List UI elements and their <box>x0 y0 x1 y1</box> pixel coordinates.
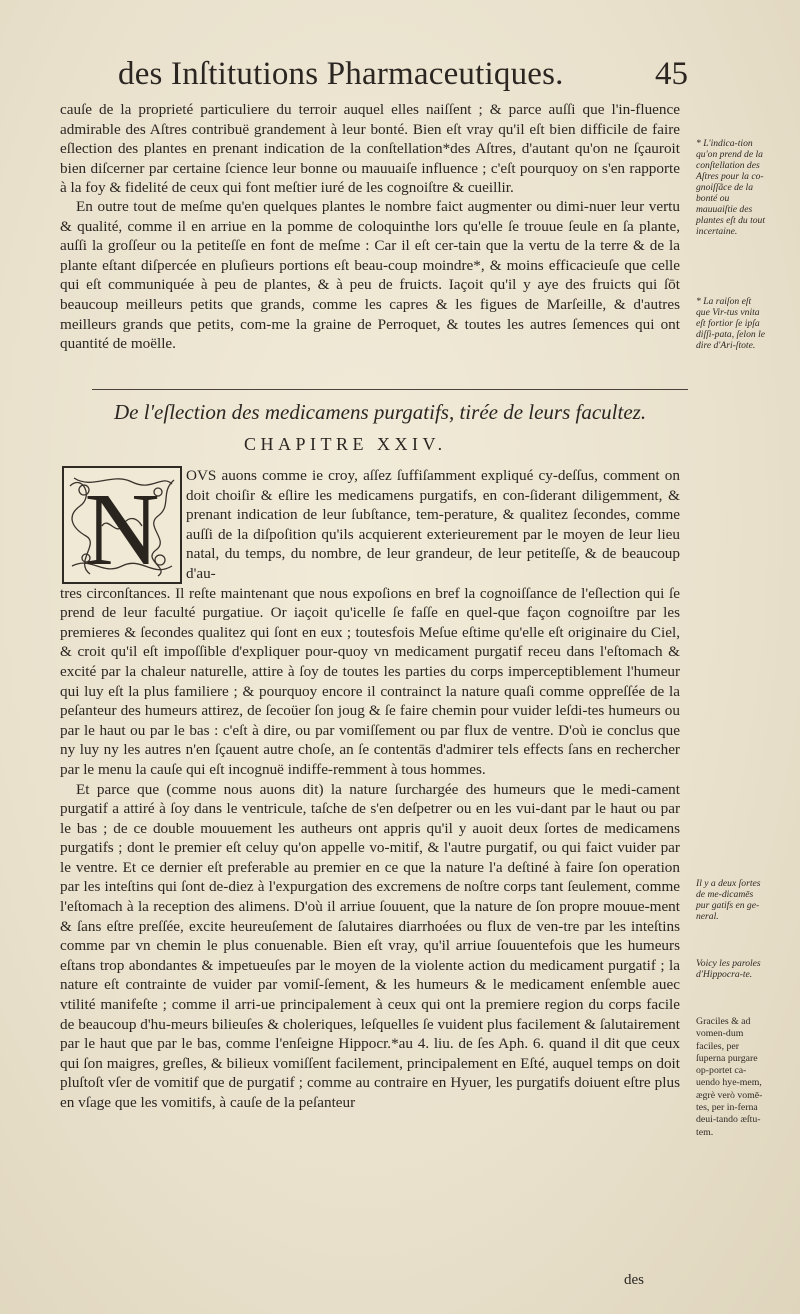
paragraph-3-lead: OVS auons comme ie croy, aſſez ſuffiſamment expliqué cy-deſſus, comment on doit choiſir & eſlire les medicamens purgatifs, en con-ſiderant diligemment, & prenant indication de leur ſubſtance, tem-perature, & qualitez ſecondes, comme auſſi de la diſpoſition qu'ils acquierent exterieurement par le moyen de leur lieu natal, du temps, du nombre, de leur grandeur, de leur petiteſſe, & de beaucoup d'au- <box>186 467 680 582</box>
paragraph-4-text: Et parce que (comme nous auons dit) la nature ſurchargée des humeurs que le medi-cament purgatif a attiré à ſoy dans le ventricule, taſche de s'en deſpetrer ou en les vui-dant par le haut ou par le bas ; de ce double mouuement les autheurs ont appris qu'il y auoit deux ſortes de medicamens purgatifs ; dont le premier eſt celuy qu'on appelle vo-mitif, & l'autre purgatif, ou qui faict vuider par le ventre. Et ce dernier eſt preferable au premier en ce que la nature l'a deſtiné à faire ſon operation par les inteſtins qui ſont de-diez à l'expurgation des excremens de noſtre corps tant ſeulement, comme l'eſtomach à la reception des alimens. D'où il arriue ſouuent, que la nature de ſon propre mouue-ment & ſans eſtre preſſée, excite heureuſement de ſalutaires diarrhoées ou flux de ven-tre par les inteſtins comme par vn chemin le plus conuenable. Bien eſt vray, qu'il arriue ſouuentefois que les humeurs eſtans trop abondantes & impetueuſes par le moyen de la violente action du medicament purgatif ; la nature eſt contrainte de vuider par vomiſ-ſement, & les humeurs & le medicament enſemble auec vtilité manifeſte ; comme il arri-ue principalement à ceux qui ont la premiere region du corps facile de beaucoup d'hu-meurs bilieuſes & choleriques, leſquelles ſe vuident plus facilement & ſalutairement par le haut que par le bas, comme l'enſeigne Hippocr.*au 4. liu. de ſes Aph. 6. quand il dit que ceux qui ſon maigres, greſles, & bilieux vomiſſent facilement, principalement en Eſté, auquel temps on doit pluſtoſt vſer de vomitif que de purgatif ; comme au contraire en Hyuer, les purgatifs doiuent eſtre plus en vſage que les vomitifs, à cauſe de la peſanteur <box>60 780 680 1111</box>
section-title: De l'eſlection des medicamens purgatifs, tirée de leurs facultez. <box>114 400 647 424</box>
margin-note-aristotle: * La raiſon eſt que Vir-tus vnita eſt fortior ſe ipſa diſſi-pata, ſelon le dire d'Ari-ſtote. <box>696 296 766 351</box>
paragraph-1-text: cauſe de la proprieté particuliere du terroir auquel elles naiſſent ; & parce auſſi que l'in-fluence admirable des Aſtres contribuë grandement à leur bonté. Bien eſt vray qu'il eſt bien difficile de faire eſlection des plantes en prenant indication de la conſtellation*des Aſtres, d'autant qu'on ne ſçauroit bien diſcerner par certaine ſcience leur bonne ou mauuaiſe influence ; c'eſt pourquoy on s'en rapporte à la foy & fidelité de ceux qui font meſtier iuré de les cognoiſtre & cueillir. <box>60 101 680 197</box>
margin-note-constellation: * L'indica-tion qu'on prend de la conſtellation des Aſtres pour la co-gnoiſſãce de la bonté ou mauuaiſtie des plantes eſt du tout incertaine. <box>696 138 766 237</box>
margin-note-latin-quote: Graciles & ad vomen-dum faciles, per ſuperna purgare op-portet ca-uendo hye-mem, ægrè verò vomē-tes, per in-ferna deui-tando æſtu-tem. <box>696 1016 763 1138</box>
margin-note-two-sorts: Il y a deux ſortes de me-dicamēs pur gatifs en ge-neral. <box>696 878 761 922</box>
margin-note-hippocrates: Voicy les paroles d'Hippocra-te. <box>696 958 761 980</box>
running-title: des Inſtitutions Pharmaceutiques. <box>118 56 564 92</box>
running-header <box>118 56 688 100</box>
section-divider <box>92 389 688 390</box>
chapter-heading: CHAPITRE XXIV. <box>244 434 447 454</box>
page-number: 45 <box>655 56 688 92</box>
paragraph-3-text <box>60 466 680 780</box>
paragraph-3-rest: tres circonſtances. Il reſte maintenant que nous expoſions en bref la cognoiſſance de l'eſlection qui ſe prend de leur faculté purgatiue. Or iaçoit qu'icelle ſe faſſe en quel-que façon cognoiſtre par les premieres & ſecondes qualitez qui ſont en eux ; toutesfois Meſue eſtime qu'elle eſt originaire du Ciel, & croit qu'il eſt impoſſible d'expliquer pour-quoy vn medicament purgatif receu dans l'eſtomach & excité par la chaleur naturelle, attire à ſoy de toutes les parties du corps imperceptiblement l'humeur qui luy eſt la plus familiere ; & pourquoy encore il contrainct la nature quaſi comme oppreſſée de la peſanteur des humeurs attirez, de ſecoüer ſon joug & ſe faire chemin pour vuider leſdi-tes humeurs ou par le haut ou par le bas : c'eſt à dire, ou par vomiſſement ou par flux de ventre. D'où ie conclus que ny luy ny les autres n'en ſçauent autre choſe, an ſe contentās d'admirer tels effects ſans en rechercher par le menu la cauſe qui eſt incognuë indiffe-remment à tous hommes. <box>60 584 680 778</box>
paragraph-1 <box>60 100 680 198</box>
catchword: des <box>624 1272 644 1288</box>
svg-text:N: N <box>84 472 160 584</box>
paragraph-2-text: En outre tout de meſme qu'en quelques plantes le nombre faict augmenter ou dimi-nuer leur vertu & qualité, comme il en arriue en la pomme de coloquinthe lors qu'elle ſe trouue ſeule en ſa plante, auſſi la groſſeur ou la petiteſſe en font de meſme : Car il eſt cer-tain que la vertu de la terre & de la plante eſtant diſpercée en pluſieurs portions eſt beau-coup moindre*, & moins efficacieuſe que celle qui eſt communiquée à peu de plantes, & à peu de fruicts. Iaçoit qu'il y aye des fruicts qui ſōt beaucoup meilleurs petits que grands, comme les capres & les figues de Marſeille, & d'autres meilleurs grands que petits, com-me la graine de Perroquet, & toutes les autres ſemences qui ont quantité de moëlle. <box>60 198 680 353</box>
paragraph-3 <box>60 466 680 1113</box>
paragraph-2 <box>60 197 680 354</box>
